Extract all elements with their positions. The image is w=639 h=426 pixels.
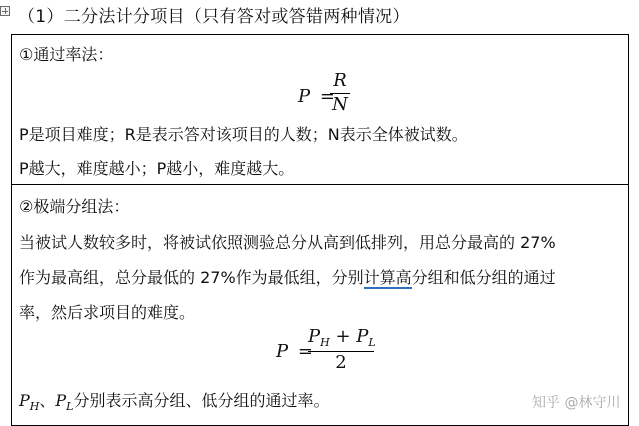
paragraph-line-2-part-b: 分组和低分组的通过 (411, 268, 556, 287)
paragraph-line-3: 率，然后求项目的难度。 (19, 303, 196, 322)
formula2-p: P (276, 341, 289, 362)
symbol-subscript-h: H (29, 400, 40, 413)
explanation-text: 分别表示高分组、低分组的通过率。 (73, 391, 330, 410)
formula-p: P (298, 86, 311, 107)
spellcheck-underlined-text: 计算高 (363, 268, 412, 287)
paragraph-line-2 (19, 265, 556, 288)
formula-fraction (330, 70, 350, 116)
table-move-handle-icon[interactable] (0, 6, 10, 16)
formula-equals: = (319, 86, 335, 107)
subscript-l: L (368, 336, 376, 349)
symbol-p-h: P (19, 391, 30, 410)
symbol-explanation (19, 388, 329, 413)
watermark: 知乎 @林守川 (532, 395, 621, 411)
section-heading: （1）二分法计分项目（只有答对或答错两种情况） (18, 7, 410, 27)
paragraph-line-1: 当被试人数较多时，将被试依照测验总分从高到低排列，用总分最高的 27% (19, 233, 556, 252)
table-row-divider (11, 184, 629, 185)
subscript-h: H (320, 336, 330, 349)
formula-numerator: R (333, 70, 347, 91)
definition-line: P是项目难度；R是表示答对该项目的人数；N表示全体被试数。 (19, 125, 468, 144)
method-title-extreme-group: ②极端分组法： (19, 197, 130, 216)
method-title-pass-rate: ①通过率法： (19, 45, 114, 64)
formula2-fraction (308, 326, 374, 374)
formula2-numerator (308, 326, 374, 349)
plus-sign: + (335, 326, 351, 347)
numerator-p-h: P (308, 326, 321, 347)
paragraph-line-2-part-a: 作为最高组，总分最低的 27%作为最低组，分别 (19, 268, 364, 287)
numerator-p-l: P (356, 326, 369, 347)
symbol-p-l: P (55, 391, 67, 410)
interpretation-line: P越大，难度越小；P越小，难度越大。 (19, 159, 295, 178)
formula-denominator: N (332, 94, 348, 115)
symbol-subscript-l: L (66, 400, 74, 413)
formula2-equals: = (297, 341, 313, 362)
separator: 、 (39, 391, 56, 410)
formula2-denominator: 2 (335, 352, 347, 373)
